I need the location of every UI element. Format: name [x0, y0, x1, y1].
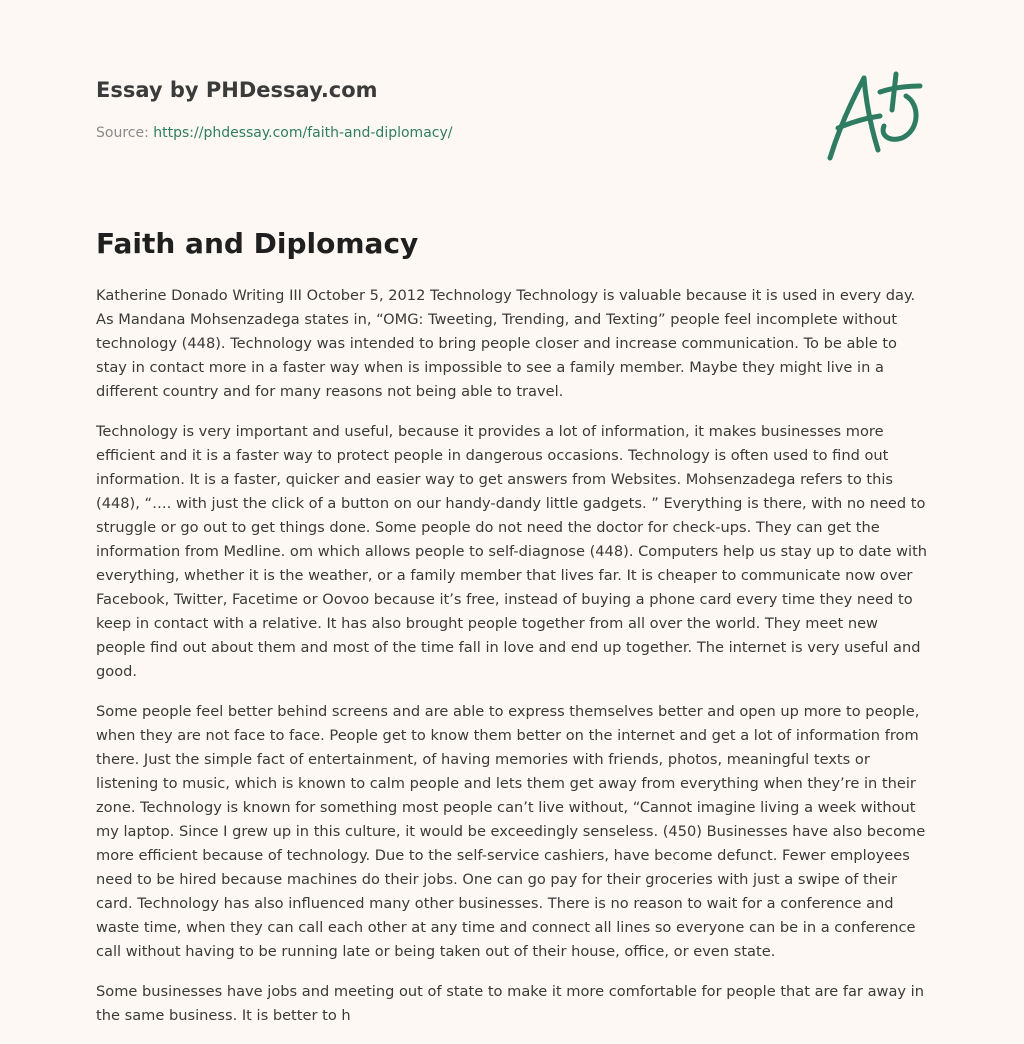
a-plus-grade-icon: [820, 66, 930, 166]
source-label: Source:: [96, 125, 154, 141]
site-header: [96, 76, 796, 141]
site-brand: Essay by PHDessay.com: [96, 78, 378, 102]
essay-paragraph: Katherine Donado Writing III October 5, 2012 Technology Technology is valuable because it is used in every day. As Mandana Mohsenzadega states in, “OMG: Tweeting, Trending, and Texting” people feel incomplete without technology (448). Technology was intended to bring people closer and increase communication. To be able to stay in contact more in a faster way when is impossible to see a family member. Maybe they might live in a different country and for many reasons not being able to travel.: [96, 287, 916, 400]
essay-title: Faith and Diplomacy: [96, 227, 419, 260]
essay-body: [96, 284, 932, 1044]
essay-paragraph: Some businesses have jobs and meeting out of state to make it more comfortable for people that are far away in the same business. It is better to h: [96, 983, 924, 1024]
essay-paragraph: Technology is very important and useful, because it provides a lot of information, it makes businesses more efficient and it is a faster way to protect people in dangerous occasions. Technology is often used to find out information. It is a faster, quicker and easier way to get answers from Websites. Mohsenzadega refers to this (448), “…. with just the click of a button on our handy-dandy little gadgets. ” Everything is there, with no need to struggle or go out to get things done. Some people do not need the doctor for check-ups. They can get the information from Medline. om which allows people to self-diagnose (448). Computers help us stay up to date with everything, whether it is the weather, or a family member that lives far. It is cheaper to communicate now over Facebook, Twitter, Facetime or Oovoo because it’s free, instead of buying a phone card every time they need to keep in contact with a relative. It has also brought people together from all over the world. They meet new people find out about them and most of the time fall in love and end up together. The internet is very useful and good.: [96, 423, 928, 680]
source-line: [96, 123, 452, 143]
essay-paragraph: Some people feel better behind screens and are able to express themselves better and open up more to people, when they are not face to face. People get to know them better on the internet and get a lot of information from there. Just the simple fact of entertainment, of having memories with friends, photos, meaningful texts or listening to music, which is known to calm people and lets them get away from everything when they’re in their zone. Technology is known for something most people can’t live without, “Cannot imagine living a week without my laptop. Since I grew up in this culture, it would be exceedingly senseless. (450) Businesses have also become more efficient because of technology. Due to the self-service cashiers, have become defunct. Fewer employees need to be hired because machines do their jobs. One can go pay for their groceries with just a swipe of their card. Technology has also influenced many other businesses. There is no reason to wait for a conference and waste time, when they can call each other at any time and connect all lines so everyone can be in a conference call without having to be running late or being taken out of their house, office, or even state.: [96, 703, 926, 960]
source-link[interactable]: https://phdessay.com/faith-and-diplomacy/: [153, 125, 453, 141]
